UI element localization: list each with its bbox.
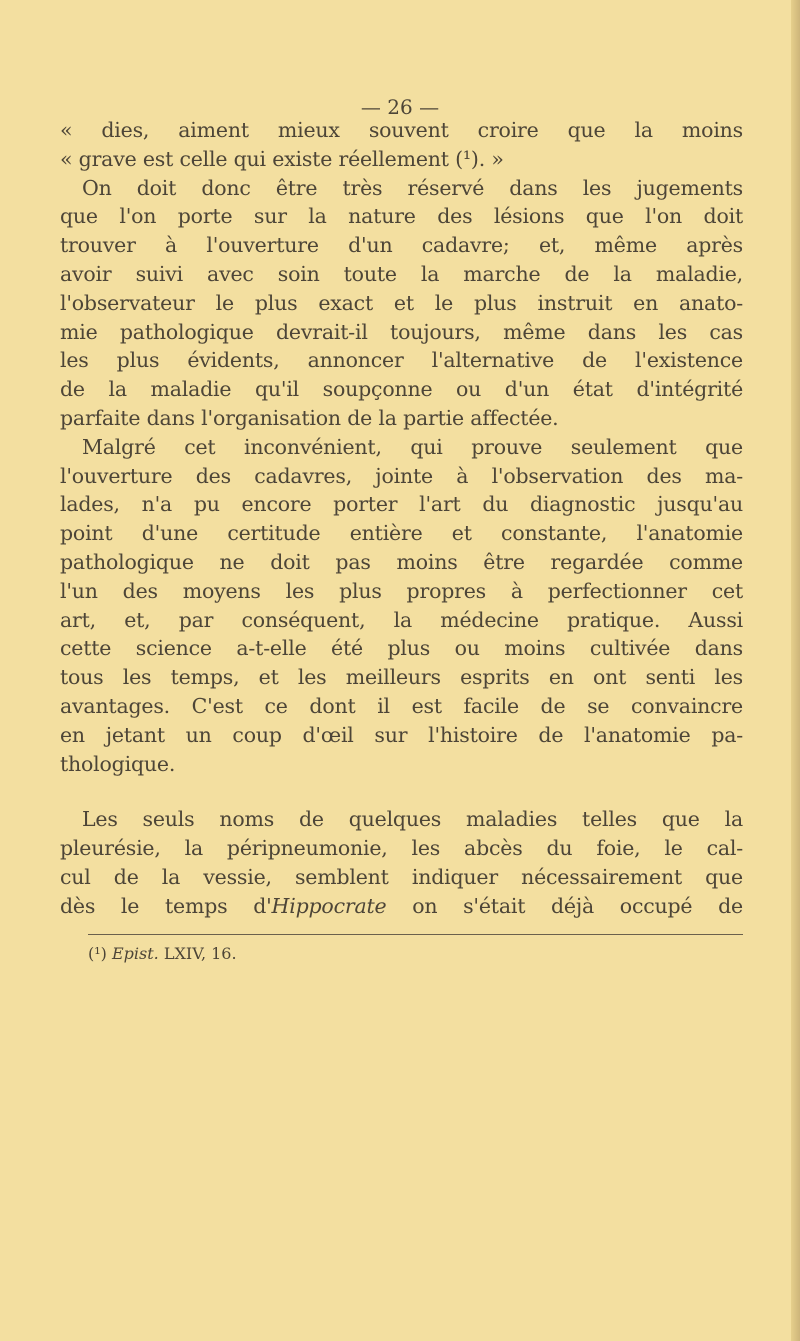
text-span: dès le temps d' (60, 893, 272, 918)
text-line: On doit donc être très réservé dans les jugements (82, 175, 743, 200)
text-line: les plus évidents, annoncer l'alternative de l'existence (60, 348, 743, 373)
text-line: pathologique ne doit pas moins être regardée comme (60, 549, 743, 574)
text-line (60, 892, 743, 921)
text-line: en jetant un coup d'œil sur l'histoire de l'anatomie pa- (60, 722, 743, 747)
footnote-ref: LXIV, 16. (163, 944, 237, 963)
footnote-divider (88, 934, 743, 935)
text-line: parfaite dans l'organisation de la partie affectée. (60, 405, 559, 430)
page-number: — 26 — (360, 95, 440, 119)
text-line: tous les temps, et les meilleurs esprits en ont senti les (60, 665, 743, 690)
body-text (60, 116, 743, 921)
footnote (88, 944, 237, 963)
text-line: l'ouverture des cadavres, jointe à l'observation des ma- (60, 463, 743, 488)
footnote-marker: (¹) (88, 944, 107, 963)
text-line: « dies, aiment mieux souvent croire que la moins (60, 118, 743, 142)
text-line: lades, n'a pu encore porter l'art du diagnostic jusqu'au (60, 492, 743, 517)
text-line: avoir suivi avec soin toute la marche de la maladie, (60, 261, 743, 286)
text-line: cul de la vessie, semblent indiquer nécessairement que (60, 864, 743, 889)
text-line: point d'une certitude entière et constante, l'anatomie (60, 521, 743, 546)
text-line: « grave est celle qui existe réellement (¹). » (60, 146, 504, 171)
text-line: thologique. (60, 751, 176, 776)
text-line: mie pathologique devrait-il toujours, même dans les cas (60, 319, 743, 344)
text-line: art, et, par conséquent, la médecine pratique. Aussi (60, 607, 743, 632)
text-line: trouver à l'ouverture d'un cadavre; et, même après (60, 233, 743, 258)
text-line: avantages. C'est ce dont il est facile de se convaincre (60, 693, 743, 718)
page-edge (791, 0, 800, 1341)
text-line: cette science a-t-elle été plus ou moins cultivée dans (60, 636, 743, 661)
text-line: l'un des moyens les plus propres à perfectionner cet (60, 578, 743, 603)
italic-name: Hippocrate (271, 893, 387, 918)
text-span: on s'était déjà occupé de (386, 893, 743, 918)
text-line: Malgré cet inconvénient, qui prouve seulement que (82, 434, 743, 459)
text-line: que l'on porte sur la nature des lésions que l'on doit (60, 204, 743, 229)
text-line: l'observateur le plus exact et le plus instruit en anato- (60, 290, 743, 315)
text-line: de la maladie qu'il soupçonne ou d'un état d'intégrité (60, 377, 743, 402)
footnote-source: Epist. (112, 944, 159, 963)
text-line: Les seuls noms de quelques maladies telles que la (82, 807, 743, 832)
text-line: pleurésie, la péripneumonie, les abcès du foie, le cal- (60, 836, 743, 861)
